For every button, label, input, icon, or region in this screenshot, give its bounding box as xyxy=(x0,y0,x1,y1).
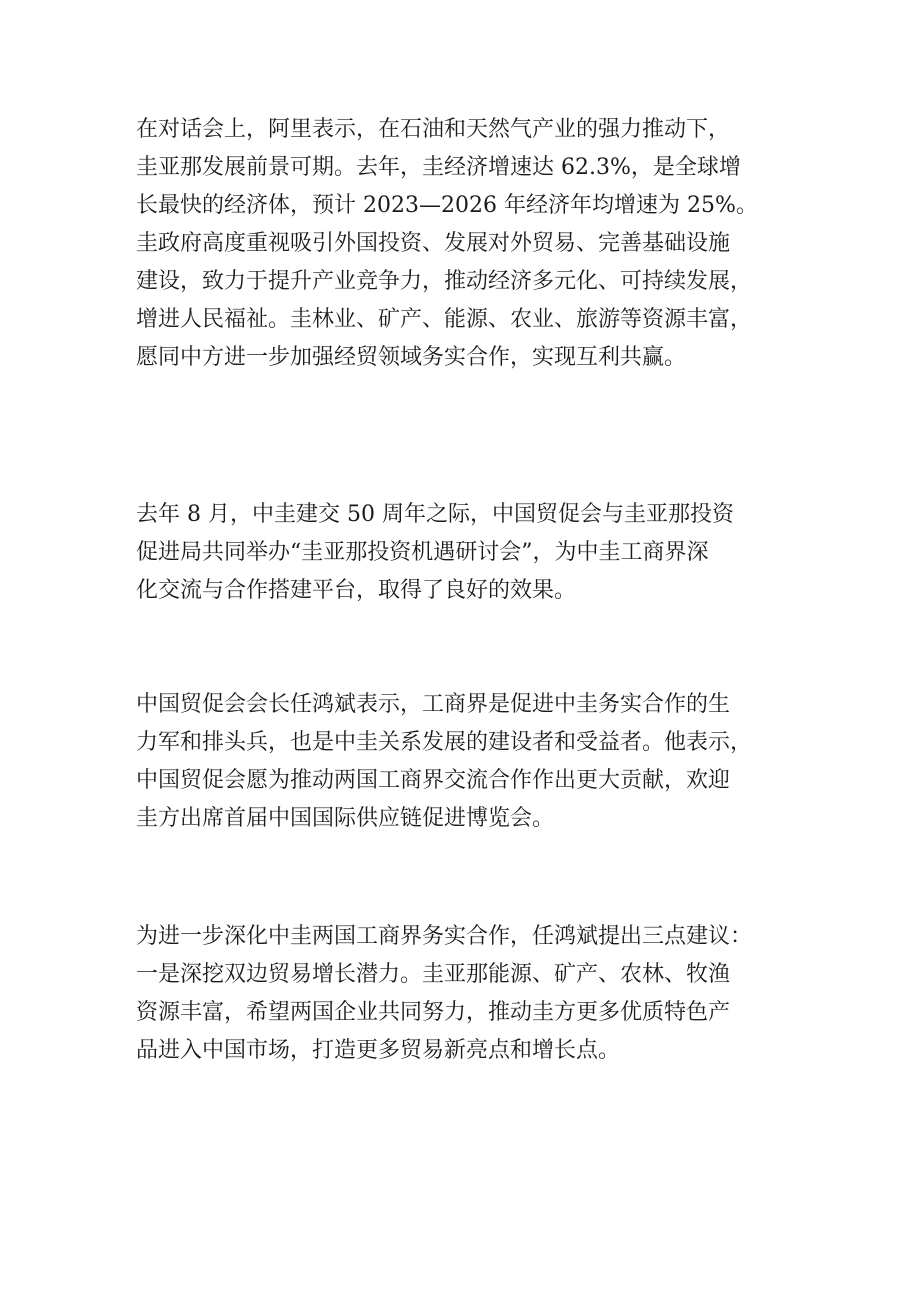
text-line: 化交流与合作搭建平台，取得了良好的效果。 xyxy=(136,578,577,603)
text-line: 力军和排头兵，也是中圭关系发展的建设者和受益者。他表示， xyxy=(136,730,753,755)
text-line: 增进人民福祉。圭林业、矿产、能源、农业、旅游等资源丰富， xyxy=(136,307,753,332)
text-line: 去年 8 月，中圭建交 50 周年之际，中国贸促会与圭亚那投资 xyxy=(136,502,734,527)
paragraph-dialogue-meeting xyxy=(136,111,796,377)
text-line: 在对话会上，阿里表示，在石油和天然气产业的强力推动下， xyxy=(136,117,731,142)
text-line: 中国贸促会愿为推动两国工商界交流合作作出更大贡献，欢迎 xyxy=(136,768,731,793)
text-line: 中国贸促会会长任鸿斌表示，工商界是促进中圭务实合作的生 xyxy=(136,692,731,717)
paragraph-anniversary-seminar xyxy=(136,496,796,610)
text-line: 一是深挖双边贸易增长潜力。圭亚那能源、矿产、农林、牧渔 xyxy=(136,962,731,987)
text-line: 建设，致力于提升产业竞争力，推动经济多元化、可持续发展， xyxy=(136,269,753,294)
text-line: 为进一步深化中圭两国工商界务实合作，任鸿斌提出三点建议： xyxy=(136,924,753,949)
text-line: 愿同中方进一步加强经贸领域务实合作，实现互利共赢。 xyxy=(136,345,687,370)
paragraph-three-proposals xyxy=(136,918,796,1070)
text-line: 圭方出席首届中国国际供应链促进博览会。 xyxy=(136,806,555,831)
text-line: 资源丰富，希望两国企业共同努力，推动圭方更多优质特色产 xyxy=(136,1000,731,1025)
text-line: 促进局共同举办“圭亚那投资机遇研讨会”，为中圭工商界深 xyxy=(136,540,709,565)
text-line: 长最快的经济体，预计 2023—2026 年经济年均增速为 25%。 xyxy=(136,193,758,218)
text-line: 圭政府高度重视吸引外国投资、发展对外贸易、完善基础设施 xyxy=(136,231,731,256)
text-line: 圭亚那发展前景可期。去年，圭经济增速达 62.3%，是全球增 xyxy=(136,155,741,180)
text-line: 品进入中国市场，打造更多贸易新亮点和增长点。 xyxy=(136,1038,621,1063)
paragraph-ccpit-chairman xyxy=(136,686,796,838)
